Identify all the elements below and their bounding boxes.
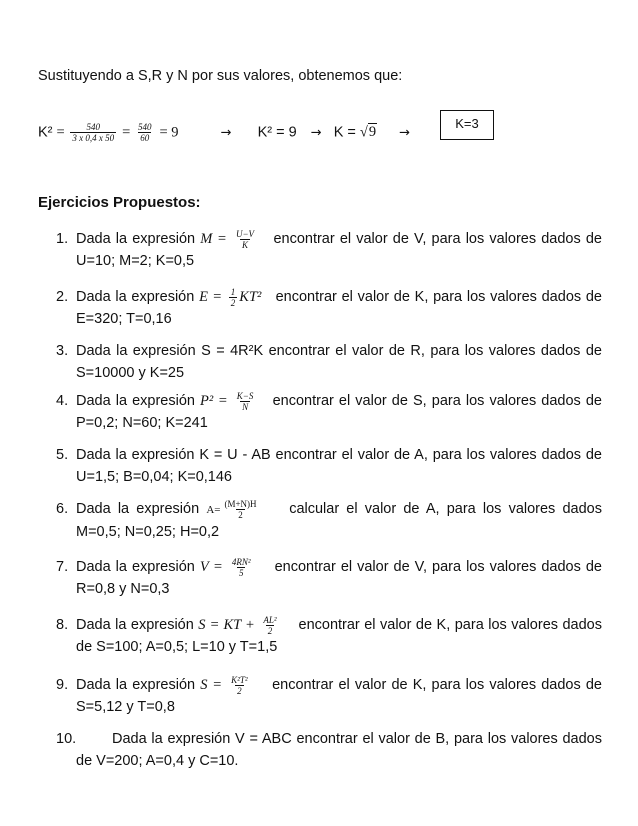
fraction: $\frac{(M+N)H}{2}$ <box>224 498 257 520</box>
main-equation: K² = $\frac{540}{3 x 0,4 x 50}$ = $\frac{540}{60}$ = 9 → K² = 9 → K = √9 → <box>38 122 411 143</box>
section-title: Ejercicios Propuestos: <box>38 194 201 211</box>
equation-lhs: K² <box>38 124 53 141</box>
sqrt-value: 9 <box>368 124 377 141</box>
equation-result: = 9 <box>159 124 179 141</box>
exercise-10: 10. Dada la expresión V = ABC encontrar el valor de B, para los valores dados de V=200; A=0,4 y C=10. <box>56 731 602 769</box>
exercise-7: 7. Dada la expresión V = $\frac{\text{4RN²}}{5}$ encontrar el valor de V, para los valores dados de R=0,8 y N=0,3 <box>56 556 602 597</box>
equation-step-1: K² = 9 <box>257 124 297 141</box>
exercise-3: 3. Dada la expresión S = 4R²K encontrar el valor de R, para los valores dados de S=10000 y K=25 <box>56 343 602 381</box>
result-box: K=3 <box>440 110 494 140</box>
exercise-9: 9. Dada la expresión S = $\frac{\text{K²T²}}{2}$ encontrar el valor de K, para los valores dados de S=5,12 y T=0,8 <box>56 674 602 715</box>
fraction: $\frac{K-S}{N}$ <box>236 390 254 412</box>
arrow-icon: → <box>399 125 411 141</box>
fraction: $\frac{\text{AL²}}{2}$ <box>263 614 277 636</box>
arrow-icon: → <box>220 125 232 141</box>
equation-fraction-2: $\frac{540}{60}$ <box>137 122 152 143</box>
exercise-6: 6. Dada la expresión A= $\frac{(M+N)H}{2}$ calcular el valor de A, para los valores dados M=0,5; N=0,25; H=0,2 <box>56 498 602 540</box>
fraction: $\frac{U-V}{K}$ <box>235 228 255 250</box>
fraction: $\frac{\text{4RN²}}{5}$ <box>231 556 251 578</box>
equation-fraction-1: $\frac{540}{3 x 0,4 x 50}$ <box>72 122 115 143</box>
fraction: $\frac{\text{K²T²}}{2}$ <box>231 674 248 696</box>
fraction: $\frac{1}{2}$ <box>230 286 236 308</box>
exercise-8: 8. Dada la expresión S = KT + $\frac{\text{AL²}}{2}$ encontrar el valor de K, para los valores dados de S=100; A=0,5; L=10 y T=1,5 <box>56 614 602 655</box>
exercise-1: 1. Dada la expresión M = $\frac{U-V}{K}$ encontrar el valor de V, para los valores dados de U=10; M=2; K=0,5 <box>56 228 602 269</box>
exercise-2: 2. Dada la expresión E = $\frac{1}{2}$ KT² encontrar el valor de K, para los valores dados de E=320; T=0,16 <box>56 286 602 327</box>
arrow-icon: → <box>310 125 322 141</box>
intro-text: Sustituyendo a S,R y N por sus valores, obtenemos que: <box>38 68 403 84</box>
exercise-5: 5. Dada la expresión K = U - AB encontrar el valor de A, para los valores dados de U=1,5; B=0,04; K=0,146 <box>56 447 602 485</box>
equation-step-2: K = <box>333 124 356 141</box>
exercise-4: 4. Dada la expresión P² = $\frac{K-S}{N}$ encontrar el valor de S, para los valores dados de P=0,2; N=60; K=241 <box>56 390 602 431</box>
